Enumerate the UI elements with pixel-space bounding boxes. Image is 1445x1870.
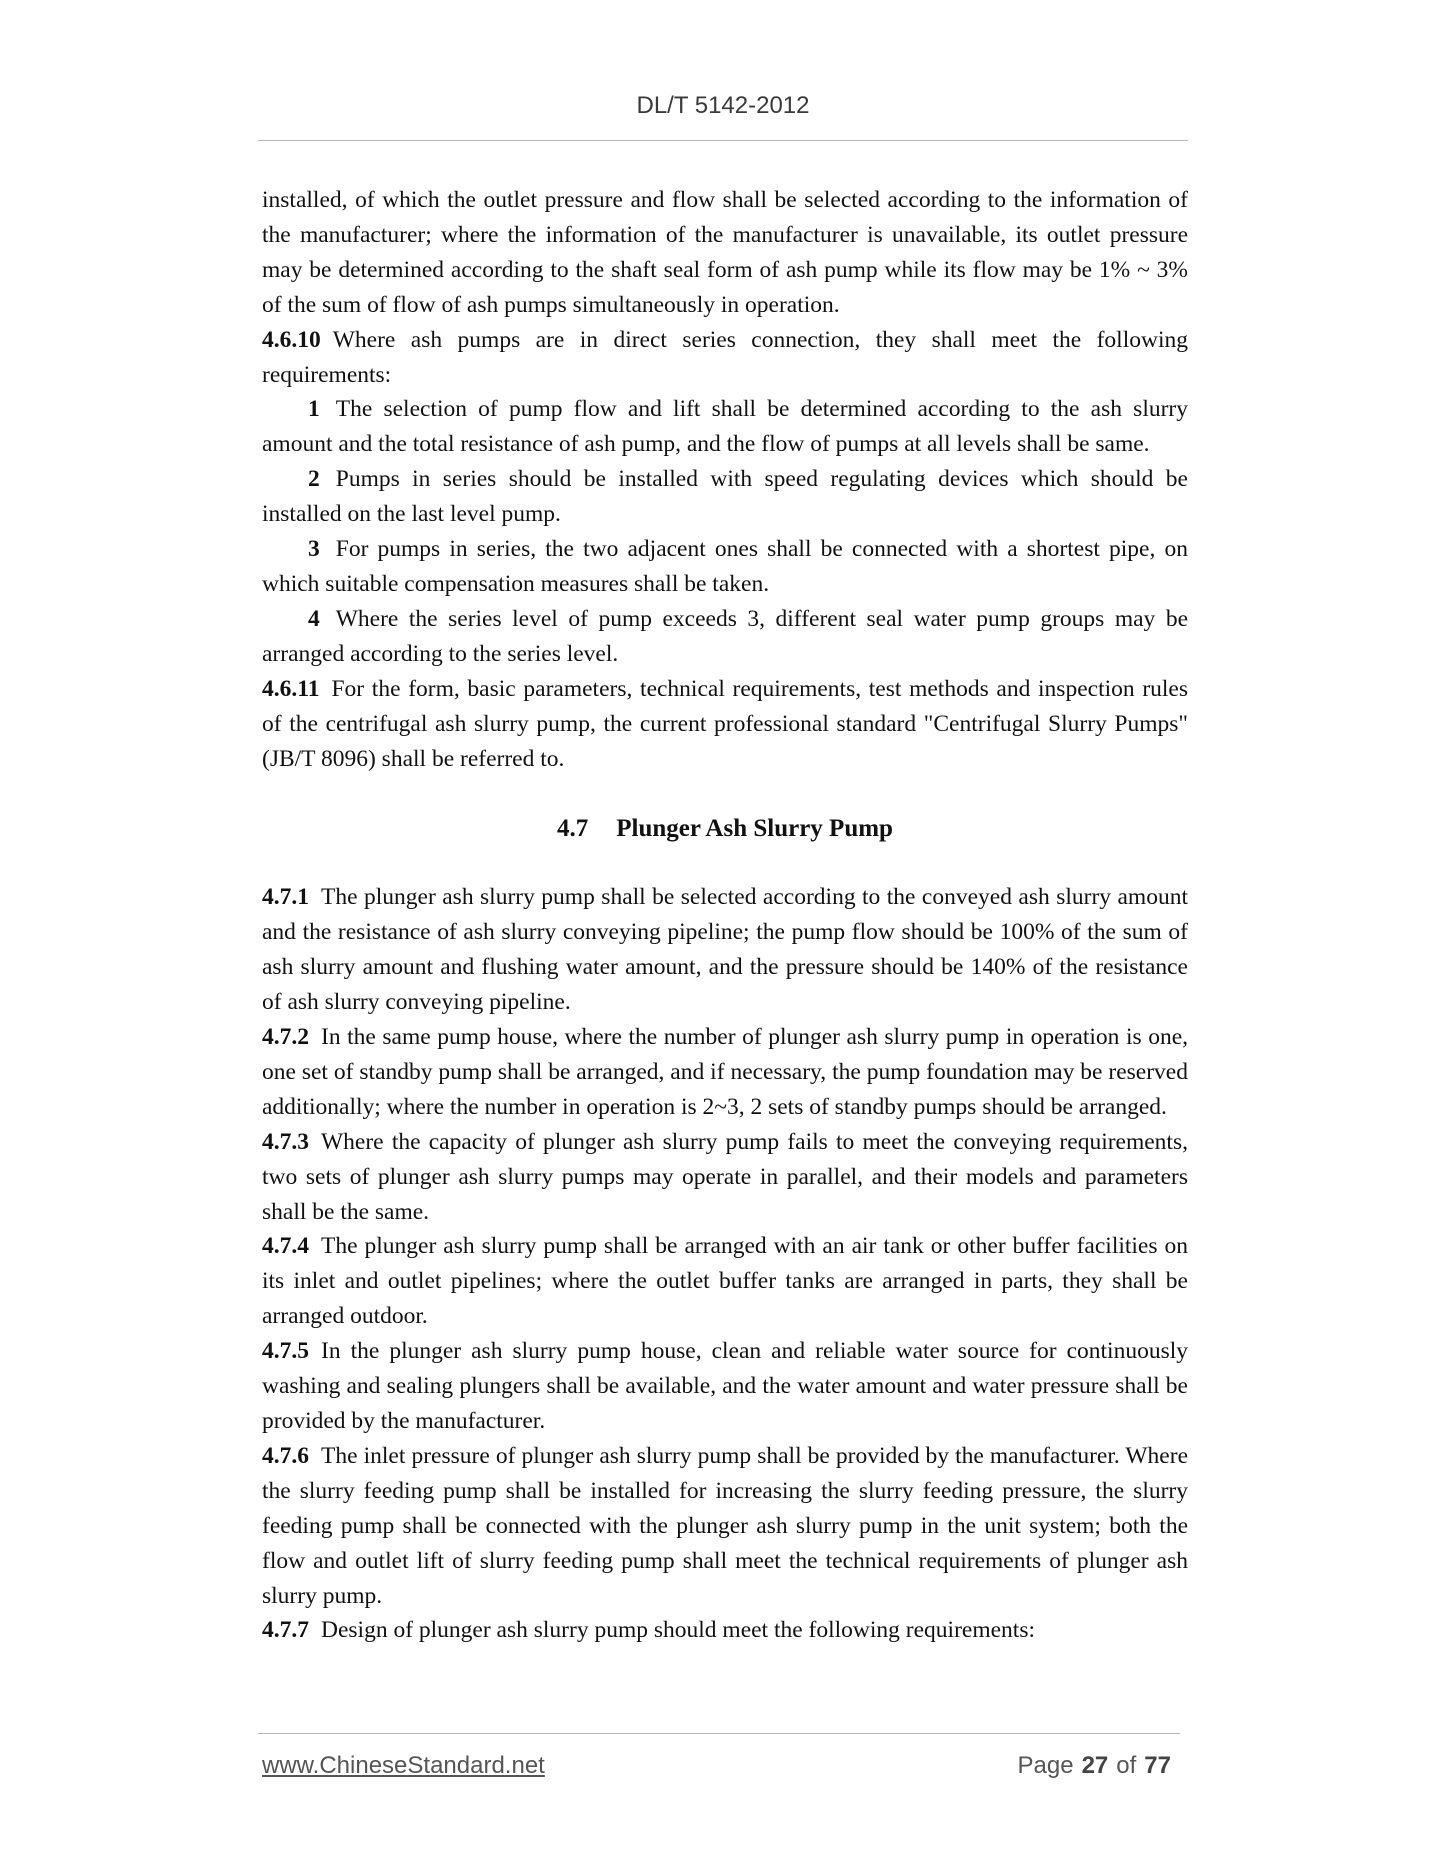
clause-number: 4.6.11 — [262, 675, 320, 702]
clause-number: 4.7.4 — [262, 1233, 309, 1260]
clause-text: In the same pump house, where the number of plunger ash slurry pump in operation is one, one set of standby pump shall be arranged, and if necessary, the pump foundation may be reserved additionally; where the number in operation is 2~3, 2 sets of standby pumps should be arranged. — [262, 1024, 1188, 1120]
clause-number: 4.7.6 — [262, 1442, 309, 1469]
page-current: 27 — [1081, 1752, 1109, 1779]
clause-4-7-4 — [262, 1229, 1188, 1334]
item-number: 2 — [308, 466, 320, 493]
page-header-title: DL/T 5142-2012 — [636, 92, 810, 119]
clause-text: The inlet pressure of plunger ash slurry pump shall be provided by the manufacturer. Where the slurry feeding pump shall be installed for increasing the slurry feeding pressure, the slurry feeding pump shall be connected with the plunger ash slurry pump in the unit system; both the flow and outlet lift of slurry feeding pump shall meet the technical requirements of plunger ash slurry pump. — [262, 1442, 1188, 1609]
list-item — [262, 602, 1188, 672]
item-number: 4 — [308, 605, 320, 632]
clause-4-7-5 — [262, 1334, 1188, 1439]
clause-4-7-3 — [262, 1125, 1188, 1230]
page-label: Page — [1017, 1752, 1074, 1779]
clause-number: 4.7.2 — [262, 1024, 309, 1051]
clause-4-7-7 — [262, 1613, 1188, 1648]
clause-text: In the plunger ash slurry pump house, clean and reliable water source for continuously washing and sealing plungers shall be available, and the water amount and water pressure shall be provided by the manufacturer. — [262, 1338, 1188, 1434]
item-number: 1 — [308, 396, 320, 423]
clause-number: 4.6.10 — [262, 326, 321, 353]
clause-text: Where ash pumps are in direct series connection, they shall meet the following requirements: — [262, 326, 1188, 388]
page-total: 77 — [1144, 1752, 1171, 1779]
list-item — [262, 532, 1188, 602]
section-title-text: Plunger Ash Slurry Pump — [616, 815, 893, 843]
clause-number: 4.7.1 — [262, 884, 309, 911]
clause-text: For the form, basic parameters, technical requirements, test methods and inspection rules of the centrifugal ash slurry pump, the current professional standard "Centrifugal Slurry Pumps"(JB/T 8096) shall be referred to. — [262, 675, 1188, 772]
clause-text: Where the capacity of plunger ash slurry pump fails to meet the conveying requirements, two sets of plunger ash slurry pumps may operate in parallel, and their models and parameters shall be the same. — [262, 1128, 1188, 1225]
footer-divider — [258, 1733, 1180, 1734]
clause-text: The plunger ash slurry pump shall be arranged with an air tank or other buffer facilities on its inlet and outlet pipelines; where the outlet buffer tanks are arranged in parts, they shall be arranged outdoor. — [262, 1233, 1188, 1330]
clause-4-6-11 — [262, 672, 1188, 777]
clause-number: 4.7.5 — [262, 1338, 309, 1365]
intro-paragraph: installed, of which the outlet pressure and flow shall be selected according to the information of the manufacturer; where the information of the manufacturer is unavailable, its outlet pressure may be determined according to the shaft seal form of ash pump while its flow may be 1% ~ 3% of the sum of flow of ash pumps simultaneously in operation. — [262, 187, 1188, 318]
document-body — [262, 183, 1188, 1648]
page-indicator — [1018, 1752, 1179, 1780]
clause-4-7-2 — [262, 1020, 1188, 1125]
clause-text: Design of plunger ash slurry pump should meet the following requirements: — [321, 1617, 1036, 1644]
item-text: The selection of pump flow and lift shall be determined according to the ash slurry amount and the total resistance of ash pump, and the flow of pumps at all levels shall be same. — [262, 396, 1188, 458]
list-item — [262, 392, 1188, 462]
clause-number: 4.7.7 — [262, 1617, 309, 1644]
section-number: 4.7 — [557, 815, 589, 843]
item-text: Where the series level of pump exceeds 3, different seal water pump groups may be arranged according to the series level. — [262, 605, 1188, 667]
clause-number: 4.7.3 — [262, 1128, 309, 1155]
clause-4-7-6 — [262, 1439, 1188, 1614]
item-number: 3 — [308, 536, 320, 563]
item-text: Pumps in series should be installed with speed regulating devices which should be installed on the last level pump. — [262, 466, 1188, 528]
list-item — [262, 462, 1188, 532]
header-divider — [258, 140, 1188, 141]
section-heading — [262, 812, 1188, 846]
website-link[interactable]: www.ChineseStandard.net — [262, 1752, 545, 1779]
page-of: of — [1116, 1752, 1137, 1779]
clause-text: The plunger ash slurry pump shall be selected according to the conveyed ash slurry amount and the resistance of ash slurry conveying pipeline; the pump flow should be 100% of the sum of ash slurry amount and flushing water amount, and the pressure should be 140% of the resistance of ash slurry conveying pipeline. — [262, 884, 1188, 1016]
clause-4-6-10 — [262, 323, 1188, 393]
item-text: For pumps in series, the two adjacent ones shall be connected with a shortest pipe, on which suitable compensation measures shall be taken. — [262, 536, 1188, 597]
clause-4-7-1 — [262, 880, 1188, 1020]
